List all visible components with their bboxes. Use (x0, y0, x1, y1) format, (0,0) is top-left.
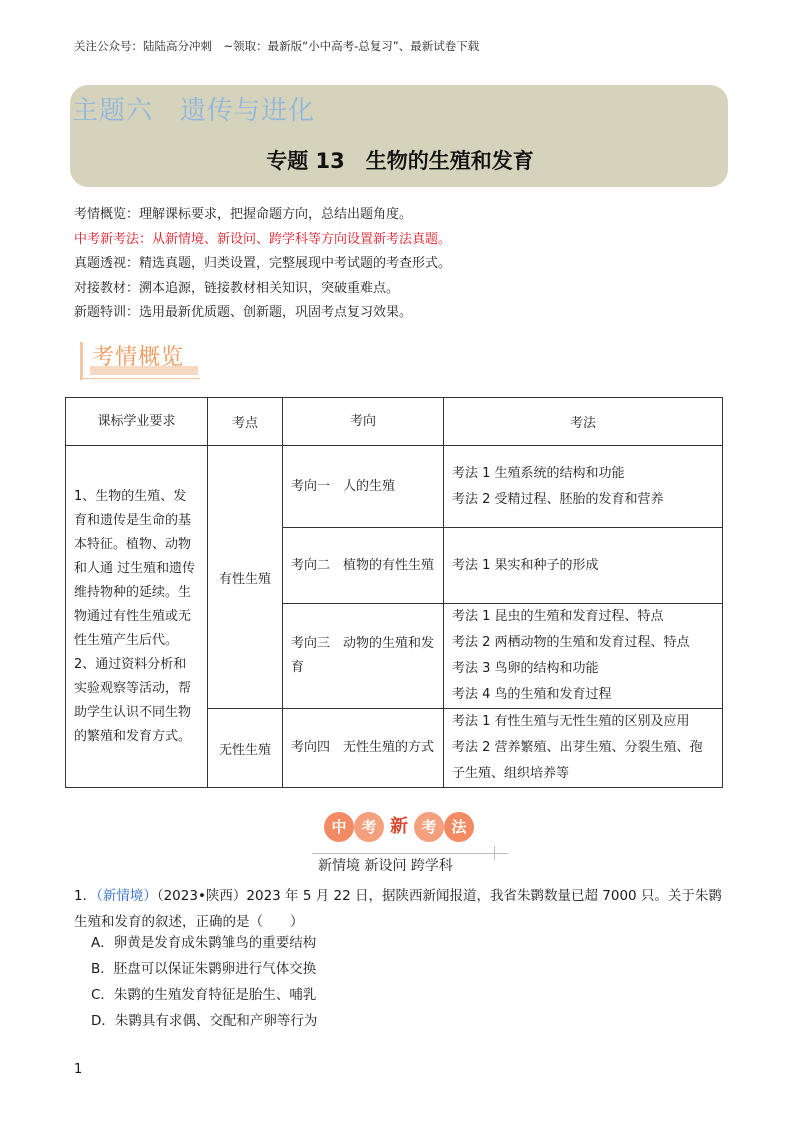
method-line: 考法 2 营养繁殖、出芽生殖、分裂生殖、孢子生殖、组织培养等 (452, 740, 703, 781)
option-b: B．胚盘可以保证朱鹮卵进行气体交换 (91, 961, 317, 977)
intro-line: 新题特训：选用最新优质题、创新题，巩固考点复习效果。 (74, 305, 413, 320)
method-line: 考法 1 昆虫的生殖和发育过程、特点 (452, 609, 664, 624)
option-a: A．卵黄是发育成朱鹮雏鸟的重要结构 (91, 935, 317, 951)
method-line: 考法 2 两栖动物的生殖和发育过程、特点 (452, 635, 690, 650)
badge-char: 考 (414, 812, 444, 842)
table-header-row (66, 398, 723, 446)
header-direction: 考向 (283, 398, 444, 446)
table-row (66, 446, 723, 528)
point-cell: 无性生殖 (208, 709, 283, 788)
requirement-cell: 1、生物的生殖、发育和遗传是生命的基本特征。植物、动物和人通 过生殖和遗传维持物种的延续。生物通过有性生殖或无性生殖产生后代。2、通过资料分析和实验观察等活动，帮助学生认识不同生物的繁殖和发育方式。 (66, 446, 208, 788)
question-tag: （新情境） (96, 888, 157, 904)
page-number: 1 (74, 1062, 83, 1077)
header-point: 考点 (208, 398, 283, 446)
exam-overview-table (65, 397, 723, 788)
theme-title: 主题六 遗传与进化 (72, 96, 316, 126)
intro-line: 考情概览：理解课标要求，把握命题方向，总结出题角度。 (74, 207, 413, 222)
badge-char: 考 (354, 812, 384, 842)
intro-list (74, 203, 451, 326)
direction-cell: 考向四 无性生殖的方式 (283, 709, 444, 788)
badge-divider-tick (494, 846, 495, 860)
intro-line: 对接教材：溯本追源，链接教材相关知识，突破重难点。 (74, 280, 400, 296)
intro-line: 真题透视：精选真题，归类设置，完整展现中考试题的考查形式。 (74, 256, 452, 271)
direction-cell: 考向二 植物的有性生殖 (283, 528, 444, 604)
method-cell (444, 604, 723, 709)
intro-line-highlight: 中考新考法：从新情境、新设问、跨学科等方向设置新考法真题。 (74, 231, 452, 247)
section-heading-underline (80, 378, 200, 379)
point-cell: 有性生殖 (208, 446, 283, 709)
method-cell (444, 709, 723, 788)
header-note: 关注公众号：陆陆高分冲刺 ~领取：最新版“小中高考-总复习”、最新试卷下载 (74, 39, 480, 53)
method-cell (444, 446, 723, 528)
section-heading (80, 340, 200, 380)
method-line: 考法 3 鸟卵的结构和功能 (452, 661, 599, 676)
option-d: D．朱鹮具有求偶、交配和产卵等行为 (91, 1013, 318, 1029)
question-options (91, 930, 317, 1034)
method-line: 考法 4 鸟的生殖和发育过程 (452, 687, 612, 702)
badge-char: 法 (444, 812, 474, 842)
badge-divider (312, 853, 508, 854)
question-1 (74, 883, 734, 935)
badge-char: 中 (324, 812, 354, 842)
badge-char: 新 (384, 812, 414, 842)
method-line: 考法 1 有性生殖与无性生殖的区别及应用 (452, 714, 690, 729)
header-method: 考法 (444, 398, 723, 446)
direction-cell: 考向三 动物的生殖和发育 (283, 604, 444, 709)
section-heading-bar (80, 342, 83, 380)
method-cell (444, 528, 723, 604)
method-line: 考法 1 生殖系统的结构和功能 (452, 465, 625, 481)
question-number: 1． (74, 888, 97, 904)
topic-title: 专题 13 生物的生殖和发育 (266, 149, 534, 173)
direction-cell: 考向一 人的生殖 (283, 446, 444, 528)
section-heading-text: 考情概览 (92, 345, 185, 370)
header-requirement: 课标学业要求 (66, 398, 208, 446)
method-line: 考法 1 果实和种子的形成 (452, 557, 599, 573)
method-line: 考法 2 受精过程、胚胎的发育和营养 (452, 491, 664, 507)
badge-subtitle: 新情境 新设问 跨学科 (318, 858, 453, 874)
question-text: （2023•陕西）2023 年 5 月 22 日，据陕西新闻报道，我省朱鹮数量已超 7000 只。关于朱鹮生殖和发育的叙述，正确的是（ ） (74, 888, 722, 930)
option-c: C．朱鹮的生殖发育特征是胎生、哺乳 (91, 987, 317, 1003)
